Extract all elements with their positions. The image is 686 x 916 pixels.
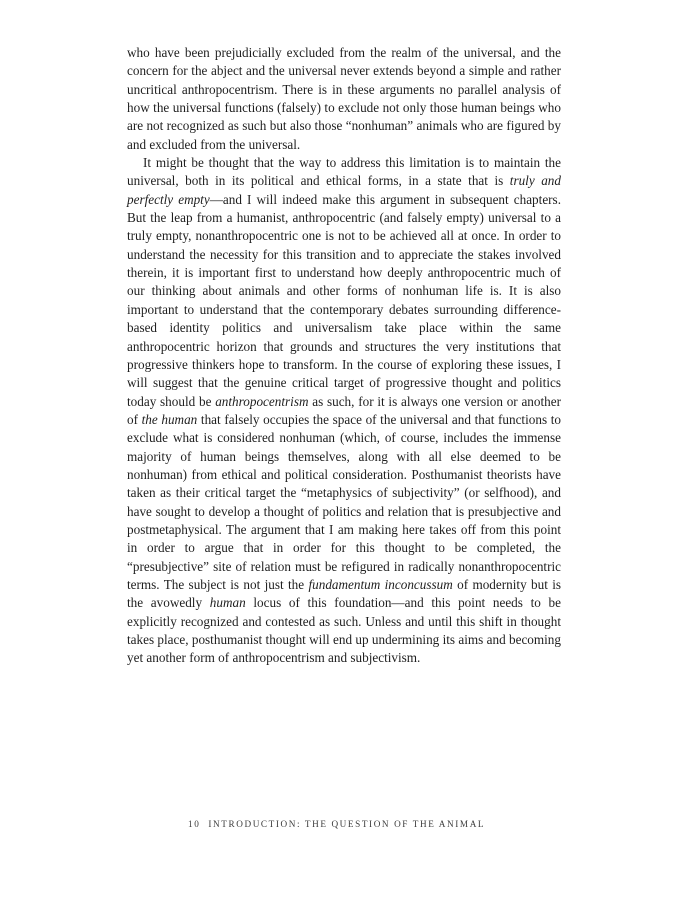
italic-phrase: anthropocentrism — [215, 393, 309, 409]
paragraph-text: It might be thought that the way to address this limitation is to maintain the universal, both in its political and ethical forms, in a state that is — [127, 155, 561, 189]
paragraph-text: locus of this foundation—and this point needs to be explicitly recognized and contested as such. Unless and until this shift in thought takes place, posthumanist thought will end up undermining its aims and becoming yet another form of anthropocentrism and subjectivism. — [127, 595, 561, 666]
paragraph-continued: who have been prejudicially excluded from the realm of the universal, and the concern for the abject and the universal never extends beyond a simple and rather uncritical anthropocentrism. There is in these arguments no parallel analysis of how the universal functions (falsely) to exclude not only those human beings who are not recognized as such but also those “nonhuman” animals who are figured by and excluded from the universal. — [127, 45, 561, 152]
paragraph-text: of modernity but is the avowedly — [127, 576, 562, 611]
italic-phrase: truly and perfectly empty — [127, 173, 561, 207]
running-head: INTRODUCTION: THE QUESTION OF THE ANIMAL — [208, 819, 486, 829]
page-footer — [188, 819, 508, 829]
book-page-body — [127, 44, 561, 668]
italic-phrase: fundamentum inconcussum — [308, 576, 453, 592]
italic-phrase: the human — [141, 411, 198, 427]
italic-phrase: human — [209, 595, 246, 611]
paragraph-text: —and I will indeed make this argument in subsequent chapters. But the leap from a humanist, anthropocentric (and falsely empty) universal to a truly empty, nonanthropocentric one is not to be achieved all at once. In order to understand the necessity for this transition and to appreciate the stakes involved therein, it is important first to understand how deeply anthropocentric much of our thinking about animals and other forms of nonhuman life is. It is also important to understand that the contemporary debates surrounding difference-based identity politics and universalism take place within the same anthropocentric horizon that grounds and structures the very institutions that progressive thinkers hope to transform. In the course of exploring these issues, I will suggest that the genuine critical target of progressive thought and politics today should be — [127, 191, 561, 409]
paragraph-main — [127, 154, 561, 668]
paragraph-text: that falsely occupies the space of the universal and that functions to exclude what is considered nonhuman (which, of course, includes the immense majority of human beings themselves, along with all else deemed to be nonhuman) from ethical and political consideration. Posthumanist theorists have taken as their critical target the “metaphysics of subjectivity” (or selfhood), and have sought to develop a thought of politics and relation that is presubjective and postmetaphysical. The argument that I am making here takes off from this point in order to argue that in order for this thought to be completed, the “presubjective” site of relation must be refigured in radically nonanthropocentric terms. The subject is not just the — [127, 411, 561, 592]
page-number: 10 — [188, 819, 201, 829]
paragraph-text: as such, for it is always one version or another of — [127, 393, 561, 427]
